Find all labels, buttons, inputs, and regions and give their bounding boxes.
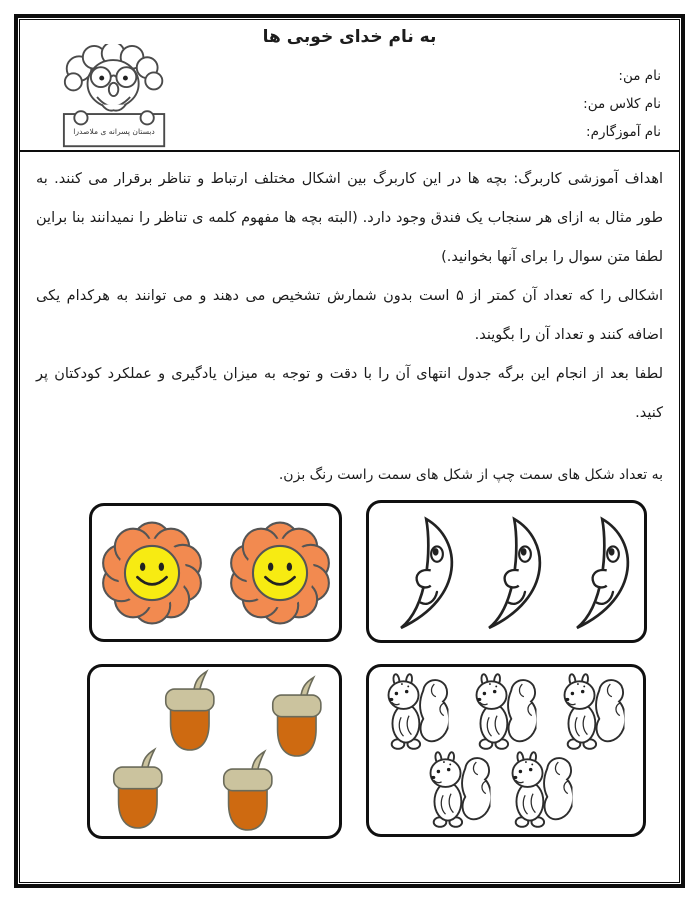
squirrel-image <box>419 751 491 830</box>
flowers-box <box>89 503 342 642</box>
acorn-image <box>106 747 168 832</box>
squirrel-image <box>501 751 573 830</box>
page-title: به نام خدای خوبی ها <box>262 27 437 47</box>
moons-box <box>366 500 647 643</box>
flower-image <box>228 521 332 625</box>
squirrel-image <box>377 673 449 752</box>
exercise-instruction: به تعداد شکل های سمت چپ از شکل های سمت راست رنگ بزن. <box>278 467 663 483</box>
intro-paragraph-goals: اهداف آموزشی کاربرگ: بچه ها در این کاربرگ بین اشکال مختلف ارتباط و تناظر برقرار می کنند. به طور مثال به ازای هر سنجاب یک فندق وجود دارد. (البته بچه ها مفهوم کلمه ی تناظر را نمیدانند بنا براین لطفا متن سوال را برای آنها بخوانید.) <box>36 171 663 265</box>
page-border-frame <box>14 14 685 888</box>
worksheet-header <box>20 20 679 152</box>
acorn-image <box>216 749 278 834</box>
moon-image <box>559 514 631 632</box>
squirrel-image <box>553 673 625 752</box>
acorn-image <box>158 669 220 754</box>
intro-text <box>36 160 663 433</box>
acorn-image <box>265 675 327 760</box>
moon-image <box>471 514 543 632</box>
squirrel-image <box>465 673 537 752</box>
name-field-my-class: نام کلاس من: <box>583 96 661 112</box>
intro-paragraph-subitizing: اشکالی را که تعداد آن کمتر از ۵ است بدون شمارش تشخیص می دهند و می توانند به هرکدام یکی اضافه کنند و تعداد آن را بگویند. <box>36 288 663 343</box>
name-field-my-teacher: نام آموزگارم: <box>586 124 661 140</box>
intro-paragraph-table-note: لطفا بعد از انجام این برگه جدول انتهای آن را با دقت و توجه به میزان یادگیری و عملکرد کودکتان پر کنید. <box>36 366 663 421</box>
moon-image <box>383 514 455 632</box>
acorns-box <box>87 664 342 839</box>
name-fields <box>583 62 661 146</box>
professor-logo <box>46 44 184 150</box>
name-field-my-name: نام من: <box>618 68 661 84</box>
flower-image <box>100 521 204 625</box>
squirrels-box <box>366 664 646 837</box>
